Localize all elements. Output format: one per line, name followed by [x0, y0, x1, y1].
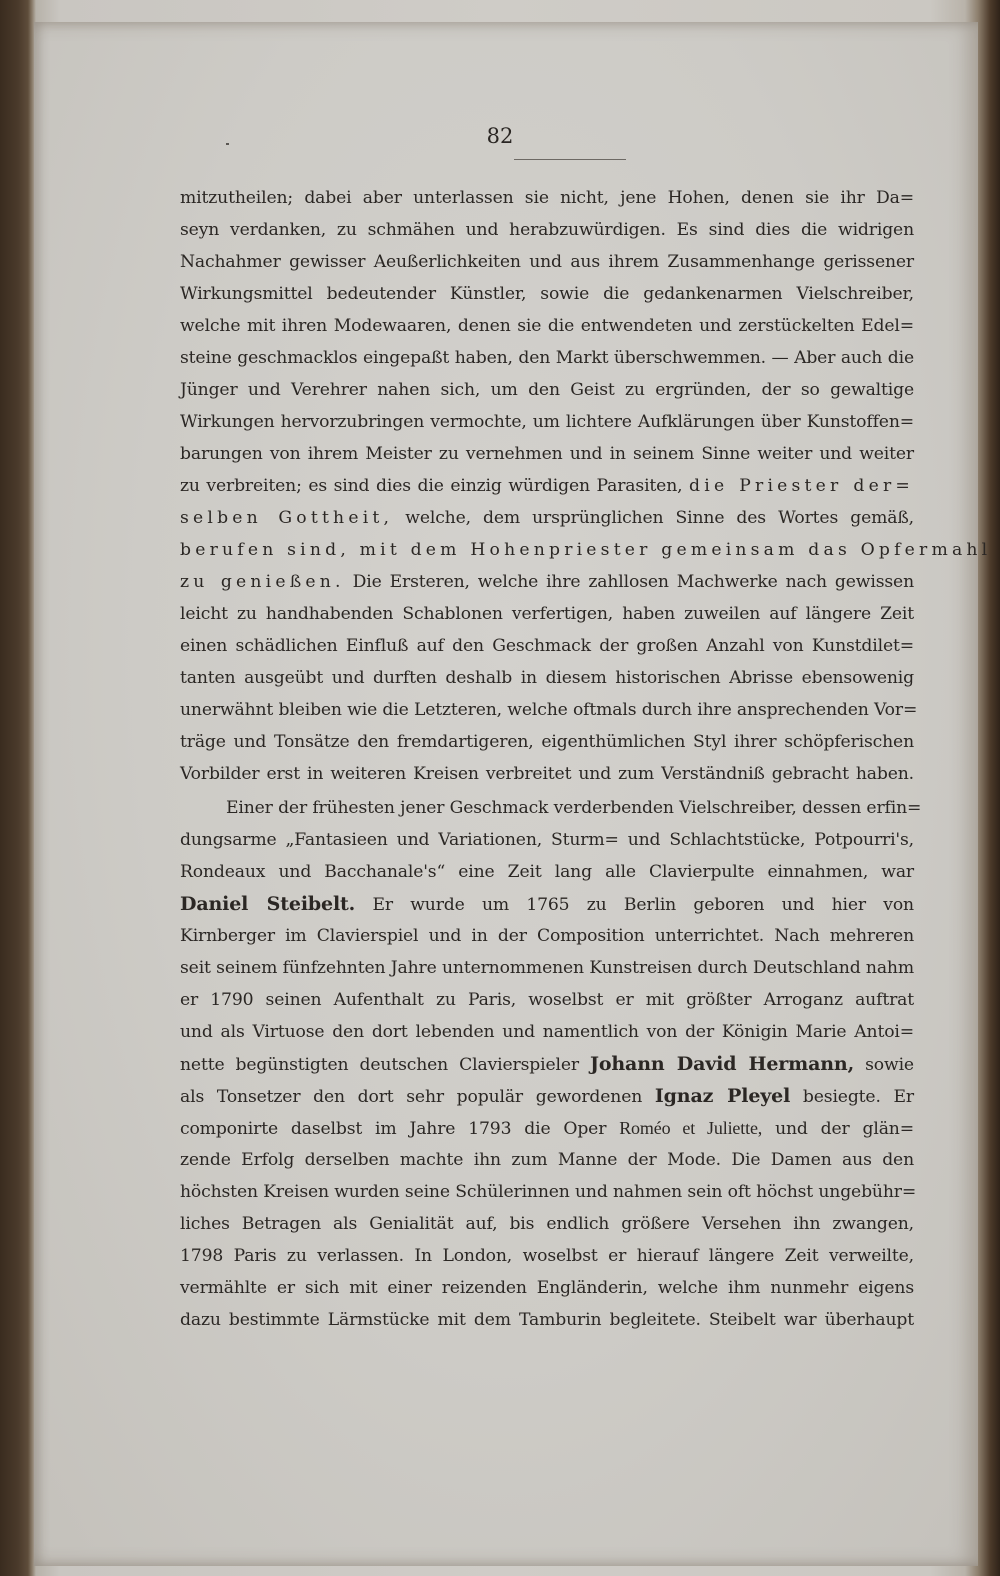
- text-segment: Die Ersteren, welche ihre zahllosen Machwerke nach gewissen: [352, 572, 914, 592]
- page-number-rule: [514, 159, 626, 160]
- text-line: und als Virtuose den dort lebenden und namentlich von der Königin Marie Antoi=: [180, 1022, 914, 1042]
- text-line: [180, 566, 914, 598]
- text-line: welche mit ihren Modewaaren, denen sie die entwendeten und zerstückelten Edel=: [180, 316, 914, 336]
- text-segment: welche, dem ursprünglichen Sinne des Wortes gemäß,: [405, 508, 914, 528]
- text-segment: zu verbreiten; es sind dies die einzig würdigen Parasiten,: [180, 476, 683, 496]
- text-line: mitzutheilen; dabei aber unterlassen sie nicht, jene Hohen, denen sie ihr Da=: [180, 188, 914, 208]
- text-segment: nette begünstigten deutschen Clavierspieler: [180, 1055, 579, 1075]
- text-line: zende Erfolg derselben machte ihn zum Manne der Mode. Die Damen aus den: [180, 1150, 914, 1170]
- text-segment: sowie: [865, 1055, 914, 1075]
- text-line: leicht zu handhabenden Schablonen verfertigen, haben zuweilen auf längere Zeit: [180, 604, 914, 624]
- text-line: dungsarme „Fantasieen und Variationen, Sturm= und Schlachtstücke, Potpourri's,: [180, 830, 914, 850]
- person-name-pleyel: Ignaz Pleyel: [654, 1085, 791, 1107]
- text-line: tanten ausgeübt und durften deshalb in diesem historischen Abrisse ebensowenig: [180, 668, 914, 688]
- text-line: träge und Tonsätze den fremdartigeren, eigenthümlichen Styl ihrer schöpferischen: [180, 732, 914, 752]
- text-line: steine geschmacklos eingepaßt haben, den Markt überschwemmen. — Aber auch die: [180, 348, 914, 368]
- text-line: vermählte er sich mit einer reizenden Engländerin, welche ihm nunmehr eigens: [180, 1278, 914, 1298]
- text-line: liches Betragen als Genialität auf, bis endlich größere Versehen ihn zwangen,: [180, 1214, 914, 1234]
- text-line: Einer der frühesten jener Geschmack verderbenden Vielschreiber, dessen erfin=: [226, 798, 922, 818]
- text-segment: besiegte. Er: [802, 1087, 914, 1107]
- text-line: [180, 502, 914, 534]
- text-line: Wirkungsmittel bedeutender Künstler, sowie die gedankenarmen Vielschreiber,: [180, 284, 914, 304]
- text-segment: und der glän=: [775, 1119, 914, 1139]
- text-line: höchsten Kreisen wurden seine Schülerinnen und nahmen sein oft höchst ungebühr=: [180, 1182, 917, 1202]
- text-line: barungen von ihrem Meister zu vernehmen und in seinem Sinne weiter und weiter: [180, 444, 914, 464]
- text-line: Vorbilder erst in weiteren Kreisen verbreitet und zum Verständniß gebracht haben.: [180, 764, 914, 784]
- text-line: [180, 1112, 914, 1144]
- spaced-emphasis: die Priester der=: [689, 476, 914, 496]
- text-segment: Er wurde um 1765 zu Berlin geboren und hier von: [372, 895, 914, 915]
- text-line: [180, 1048, 914, 1080]
- text-line: [180, 470, 914, 502]
- spaced-emphasis: berufen sind, mit dem Hohenpriester gemeinsam das Opfermahl: [180, 540, 992, 560]
- person-name-hermann: Johann David Hermann,: [590, 1053, 855, 1075]
- text-line: [180, 1080, 914, 1112]
- spaced-emphasis: zu genießen.: [180, 572, 345, 592]
- text-line: einen schädlichen Einfluß auf den Geschmack der großen Anzahl von Kunstdilet=: [180, 636, 914, 656]
- text-line: er 1790 seinen Aufenthalt zu Paris, woselbst er mit größter Arroganz auftrat: [180, 990, 914, 1010]
- text-line: Jünger und Verehrer nahen sich, um den Geist zu ergründen, der so gewaltige: [180, 380, 914, 400]
- text-segment: als Tonsetzer den dort sehr populär gewordenen: [180, 1087, 643, 1107]
- text-line: Nachahmer gewisser Aeußerlichkeiten und aus ihrem Zusammenhange gerissener: [180, 252, 914, 272]
- text-line: Wirkungen hervorzubringen vermochte, um lichtere Aufklärungen über Kunstoffen=: [180, 412, 914, 432]
- text-line: unerwähnt bleiben wie die Letzteren, welche oftmals durch ihre ansprechenden Vor=: [180, 700, 918, 720]
- text-line: seit seinem fünfzehnten Jahre unternommenen Kunstreisen durch Deutschland nahm: [180, 958, 914, 978]
- text-line: [180, 534, 992, 566]
- text-line: 1798 Paris zu verlassen. In London, woselbst er hierauf längere Zeit verweilte,: [180, 1246, 914, 1266]
- opera-title: Roméo et Juliette,: [619, 1118, 763, 1138]
- text-segment: componirte daselbst im Jahre 1793 die Oper: [180, 1119, 607, 1139]
- text-line: Kirnberger im Clavierspiel und in der Composition unterrichtet. Nach mehreren: [180, 926, 914, 946]
- text-line: dazu bestimmte Lärmstücke mit dem Tamburin begleitete. Steibelt war überhaupt: [180, 1310, 914, 1330]
- text-line: Rondeaux und Bacchanale's“ eine Zeit lang alle Clavierpulte einnahmen, war: [180, 862, 914, 882]
- text-line: [180, 888, 914, 920]
- spaced-emphasis: selben Gottheit,: [180, 508, 394, 528]
- person-name-steibelt: Daniel Steibelt.: [180, 893, 356, 915]
- page-number: 82: [486, 124, 514, 148]
- text-line: seyn verdanken, zu schmähen und herabzuwürdigen. Es sind dies die widrigen: [180, 220, 914, 240]
